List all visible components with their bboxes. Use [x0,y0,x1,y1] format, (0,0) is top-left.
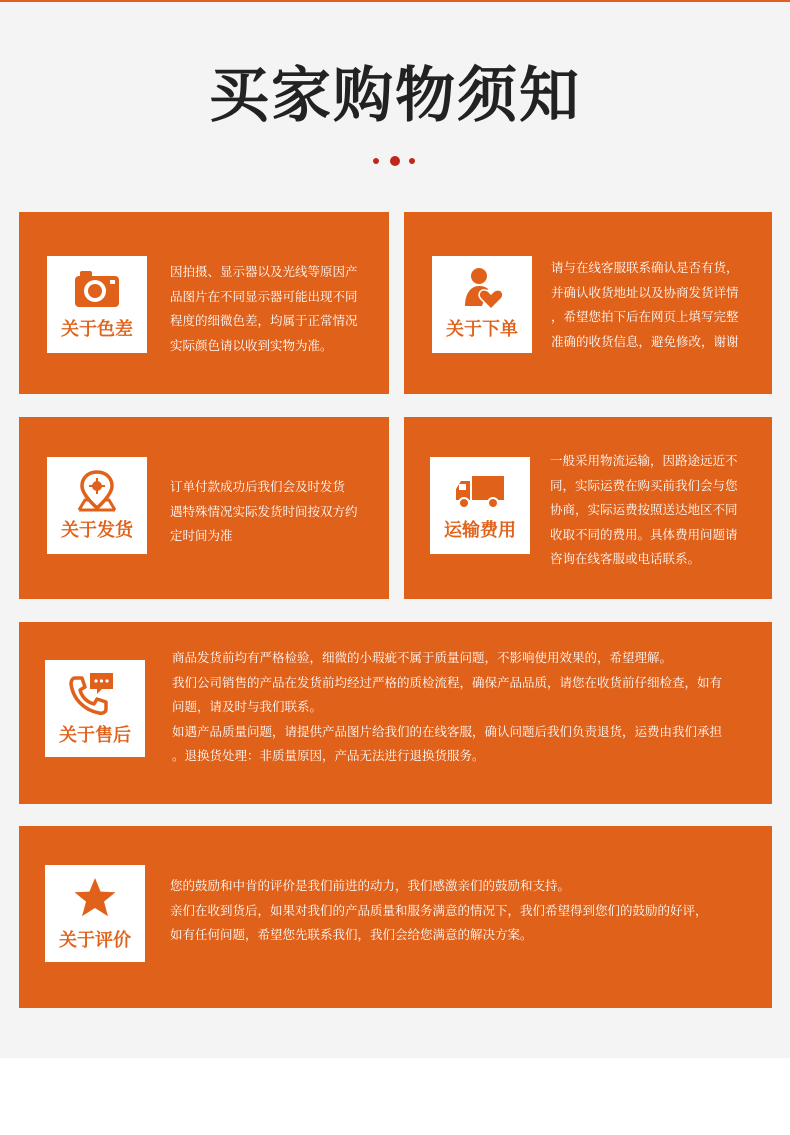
card-review [19,826,772,1008]
card-order [404,212,772,394]
text-line: 协商，实际运费按照送达地区不同 [550,502,738,517]
card-label: 运输费用 [444,520,516,541]
text-line: ，希望您拍下后在网页上填写完整 [551,309,739,324]
card-label: 关于售后 [59,725,131,746]
card-text [170,475,358,549]
text-line: 商品发货前均有严格检验，细微的小瑕疵不属于质量问题，不影响使用效果的，希望理解。 [172,650,673,665]
text-line: 同，实际运费在购买前我们会与您 [550,477,738,493]
icon-box [45,865,145,962]
dot-middle [390,156,400,166]
card-label: 关于发货 [61,520,133,541]
icon-box [47,457,147,554]
text-line: 问题，请及时与我们联系。 [172,699,323,714]
card-text [550,449,738,572]
location-pin-icon [77,470,117,512]
card-text [170,874,708,948]
text-line: 订单付款成功后我们会及时发货 [170,479,346,494]
card-after-sales [19,622,772,804]
text-line: 程度的细微色差，均属于正常情况 [170,313,358,328]
star-icon [73,877,117,919]
text-line: 请与在线客服联系确认是否有货， [551,260,739,275]
card-text [170,260,358,358]
text-line: 实际颜色请以收到实物为准。 [170,337,333,353]
text-line: 收取不同的费用。具体费用问题请 [550,526,738,542]
title-dots [371,156,419,166]
dot-right [409,158,415,164]
text-line: 咨询在线客服或电话联系。 [550,551,701,566]
text-line: 品图片在不同显示器可能出现不同 [170,288,358,304]
card-text [172,646,722,769]
card-label: 关于评价 [59,930,131,951]
dot-left [373,158,379,164]
text-line: 并确认收货地址以及协商发货详情 [551,284,739,300]
card-text [551,256,739,354]
icon-box [47,256,147,353]
text-line: 如遇产品质量问题，请提供产品图片给我们的在线客服，确认问题后我们负责退货，运费由我们承担 [172,723,723,739]
text-line: 定时间为准 [170,528,233,543]
text-line: 您的鼓励和中肯的评价是我们前进的动力，我们感激亲们的鼓励和支持。 [170,878,571,893]
icon-box [432,256,532,353]
camera-icon [74,270,120,308]
top-rule [0,0,790,2]
text-line: 因拍摄、显示器以及光线等原因产 [170,264,358,279]
text-line: 我们公司销售的产品在发货前均经过严格的质检流程，确保产品品质，请您在收货前仔细检查，如有 [172,674,723,690]
phone-chat-icon [69,672,115,716]
text-line: 准确的收货信息，避免修改，谢谢 [551,333,739,349]
card-color-difference [19,212,389,394]
icon-box [45,660,145,757]
page-title: 买家购物须知 [209,61,581,131]
text-line: 一般采用物流运输，因路途远近不 [550,453,738,468]
text-line: 。退换货处理：非质量原因，产品无法进行退换货服务。 [172,748,485,763]
card-shipping [19,417,389,599]
text-line: 遇特殊情况实际发货时间按双方约 [170,503,358,519]
card-freight [404,417,772,599]
bottom-whitespace [0,1058,790,1135]
text-line: 如有任何问题，希望您先联系我们，我们会给您满意的解决方案。 [170,927,533,942]
text-line: 亲们在收到货后，如果对我们的产品质量和服务满意的情况下，我们希望得到您们的鼓励的好评， [170,902,708,918]
card-label: 关于色差 [61,319,133,340]
user-heart-icon [464,266,502,310]
icon-box [430,457,530,554]
truck-icon [455,475,505,509]
card-label: 关于下单 [446,319,518,340]
